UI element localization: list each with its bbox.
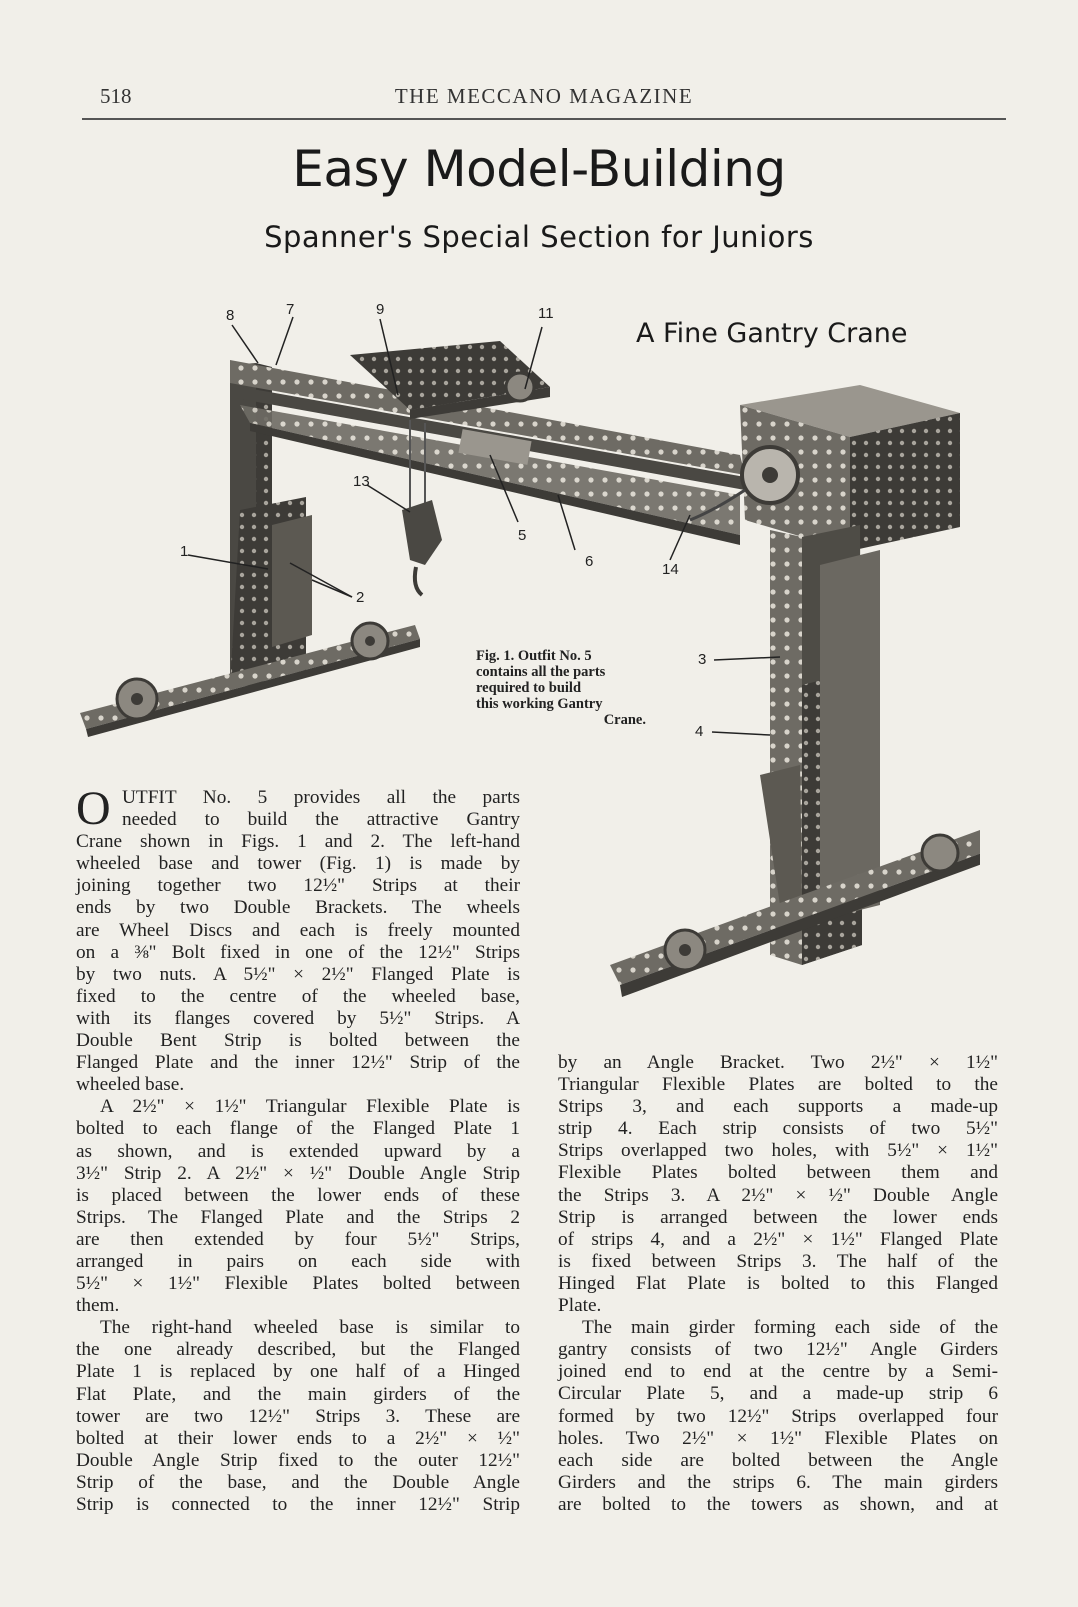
text-line: Flexible Plates bolted between them and — [558, 1162, 998, 1184]
caption-line: this working Gantry — [476, 696, 603, 712]
text-line: formed by two 12½" Strips overlapped four — [558, 1405, 998, 1427]
text-line: the Strips 3. A 2½" × ½" Double Angle — [558, 1184, 998, 1206]
text-line: by two nuts. A 5½" × 2½" Flanged Plate is — [76, 963, 520, 985]
text-line: Flat Plate, and the main girders of the — [76, 1383, 520, 1405]
text-line: Triangular Flexible Plates are bolted to the — [558, 1074, 998, 1096]
drop-cap: O — [76, 782, 111, 835]
text-line: Crane shown in Figs. 1 and 2. The left-hand — [76, 831, 520, 853]
text-line: are then extended by four 5½" Strips, — [76, 1228, 520, 1250]
text-line: each side are bolted between the Angle — [558, 1449, 998, 1471]
text-line: A 2½" × 1½" Triangular Flexible Plate is — [100, 1096, 520, 1118]
text-line: joining together two 12½" Strips at their — [76, 875, 520, 897]
callout-6: 6 — [585, 553, 594, 570]
text-line: 3½" Strip 2. A 2½" × ½" Double Angle Strip — [76, 1162, 520, 1184]
text-line: Hinged Flat Plate is bolted to this Flanged — [558, 1272, 998, 1294]
text-line: Strip is arranged between the lower ends — [558, 1206, 998, 1228]
text-line: Plate. — [558, 1295, 602, 1317]
text-line: them. — [76, 1295, 120, 1317]
feature-title: A Fine Gantry Crane — [636, 318, 908, 349]
magazine-title: THE MECCANO MAGAZINE — [394, 84, 694, 108]
text-line: Girders and the strips 6. The main girders — [558, 1471, 998, 1493]
text-line: The main girder forming each side of the — [582, 1317, 998, 1339]
page-subtitle: Spanner's Special Section for Juniors — [264, 220, 814, 254]
text-line: with its flanges covered by 5½" Strips. A — [76, 1007, 520, 1029]
callout-9: 9 — [376, 301, 385, 318]
figure-caption — [476, 648, 646, 728]
callout-2: 2 — [356, 589, 365, 606]
text-line: the one already described, but the Flanged — [76, 1339, 520, 1361]
article-right-column — [558, 1052, 998, 1516]
callout-11: 11 — [538, 305, 554, 322]
callout-7: 7 — [286, 301, 295, 318]
caption-line: Fig. 1. Outfit No. 5 — [476, 648, 592, 664]
page-header — [82, 80, 1006, 120]
text-line: Strips. The Flanged Plate and the Strips 2 — [76, 1206, 520, 1228]
callout-1: 1 — [180, 543, 189, 560]
callout-8: 8 — [226, 307, 235, 324]
caption-line: contains all the parts — [476, 664, 606, 680]
text-line: Flanged Plate and the inner 12½" Strip of the — [76, 1052, 520, 1074]
caption-line: required to build — [476, 680, 582, 696]
text-line: wheeled base and tower (Fig. 1) is made by — [76, 853, 520, 875]
callout-14: 14 — [662, 561, 679, 578]
callout-5: 5 — [518, 527, 527, 544]
header-rule — [82, 118, 1006, 120]
text-line: of strips 4, and a 2½" × 1½" Flanged Plate — [558, 1228, 998, 1250]
callout-13: 13 — [353, 473, 370, 490]
text-line: 5½" × 1½" Flexible Plates bolted between — [76, 1273, 520, 1295]
text-line: as shown, and is extended upward by a — [76, 1140, 520, 1162]
text-line: is fixed between Strips 3. The half of the — [558, 1250, 998, 1272]
text-line: Strip of the base, and the Double Angle — [76, 1471, 520, 1493]
article-left-column — [76, 782, 520, 1516]
text-line: Strips overlapped two holes, with 5½" × 1½" — [558, 1140, 998, 1162]
text-line: bolted at their lower ends to a 2½" × ½" — [76, 1427, 520, 1449]
page-number: 518 — [100, 84, 132, 108]
text-line: are bolted to the towers as shown, and at — [558, 1493, 998, 1515]
callout-3: 3 — [698, 651, 707, 668]
text-line: wheeled base. — [76, 1074, 185, 1096]
text-line: Double Bent Strip is bolted between the — [76, 1030, 520, 1052]
text-line: Strip is connected to the inner 12½" Strip — [76, 1494, 520, 1515]
text-line: arranged in pairs on each side with — [76, 1250, 520, 1272]
text-line: fixed to the centre of the wheeled base, — [76, 985, 520, 1007]
text-line: UTFIT No. 5 provides all the parts — [122, 787, 520, 808]
text-line: bolted to each flange of the Flanged Plate 1 — [76, 1118, 520, 1140]
text-line: joined end to end at the centre by a Semi- — [558, 1361, 998, 1383]
text-line: ends by two Double Brackets. The wheels — [76, 897, 520, 919]
text-line: Plate 1 is replaced by one half of a Hinged — [76, 1361, 520, 1383]
page-title: Easy Model-Building — [292, 140, 786, 198]
text-line: Circular Plate 5, and a made-up strip 6 — [558, 1383, 998, 1405]
text-line: by an Angle Bracket. Two 2½" × 1½" — [558, 1052, 998, 1073]
text-line: is placed between the lower ends of these — [76, 1184, 520, 1206]
caption-line: Crane. — [603, 712, 646, 728]
text-line: are Wheel Discs and each is freely mounted — [76, 919, 520, 941]
text-line: needed to build the attractive Gantry — [122, 809, 520, 831]
text-line: Strips 3, and each supports a made-up — [558, 1096, 998, 1118]
text-line: on a ⅜" Bolt fixed in one of the 12½" Strips — [76, 941, 520, 963]
text-line: gantry consists of two 12½" Angle Girders — [558, 1339, 998, 1361]
text-line: Double Angle Strip fixed to the outer 12½" — [76, 1449, 520, 1471]
text-line: The right-hand wheeled base is similar to — [100, 1317, 520, 1339]
callout-4: 4 — [695, 723, 704, 740]
text-line: strip 4. Each strip consists of two 5½" — [558, 1118, 998, 1140]
text-line: holes. Two 2½" × 1½" Flexible Plates on — [558, 1427, 998, 1449]
text-line: tower are two 12½" Strips 3. These are — [76, 1405, 520, 1427]
